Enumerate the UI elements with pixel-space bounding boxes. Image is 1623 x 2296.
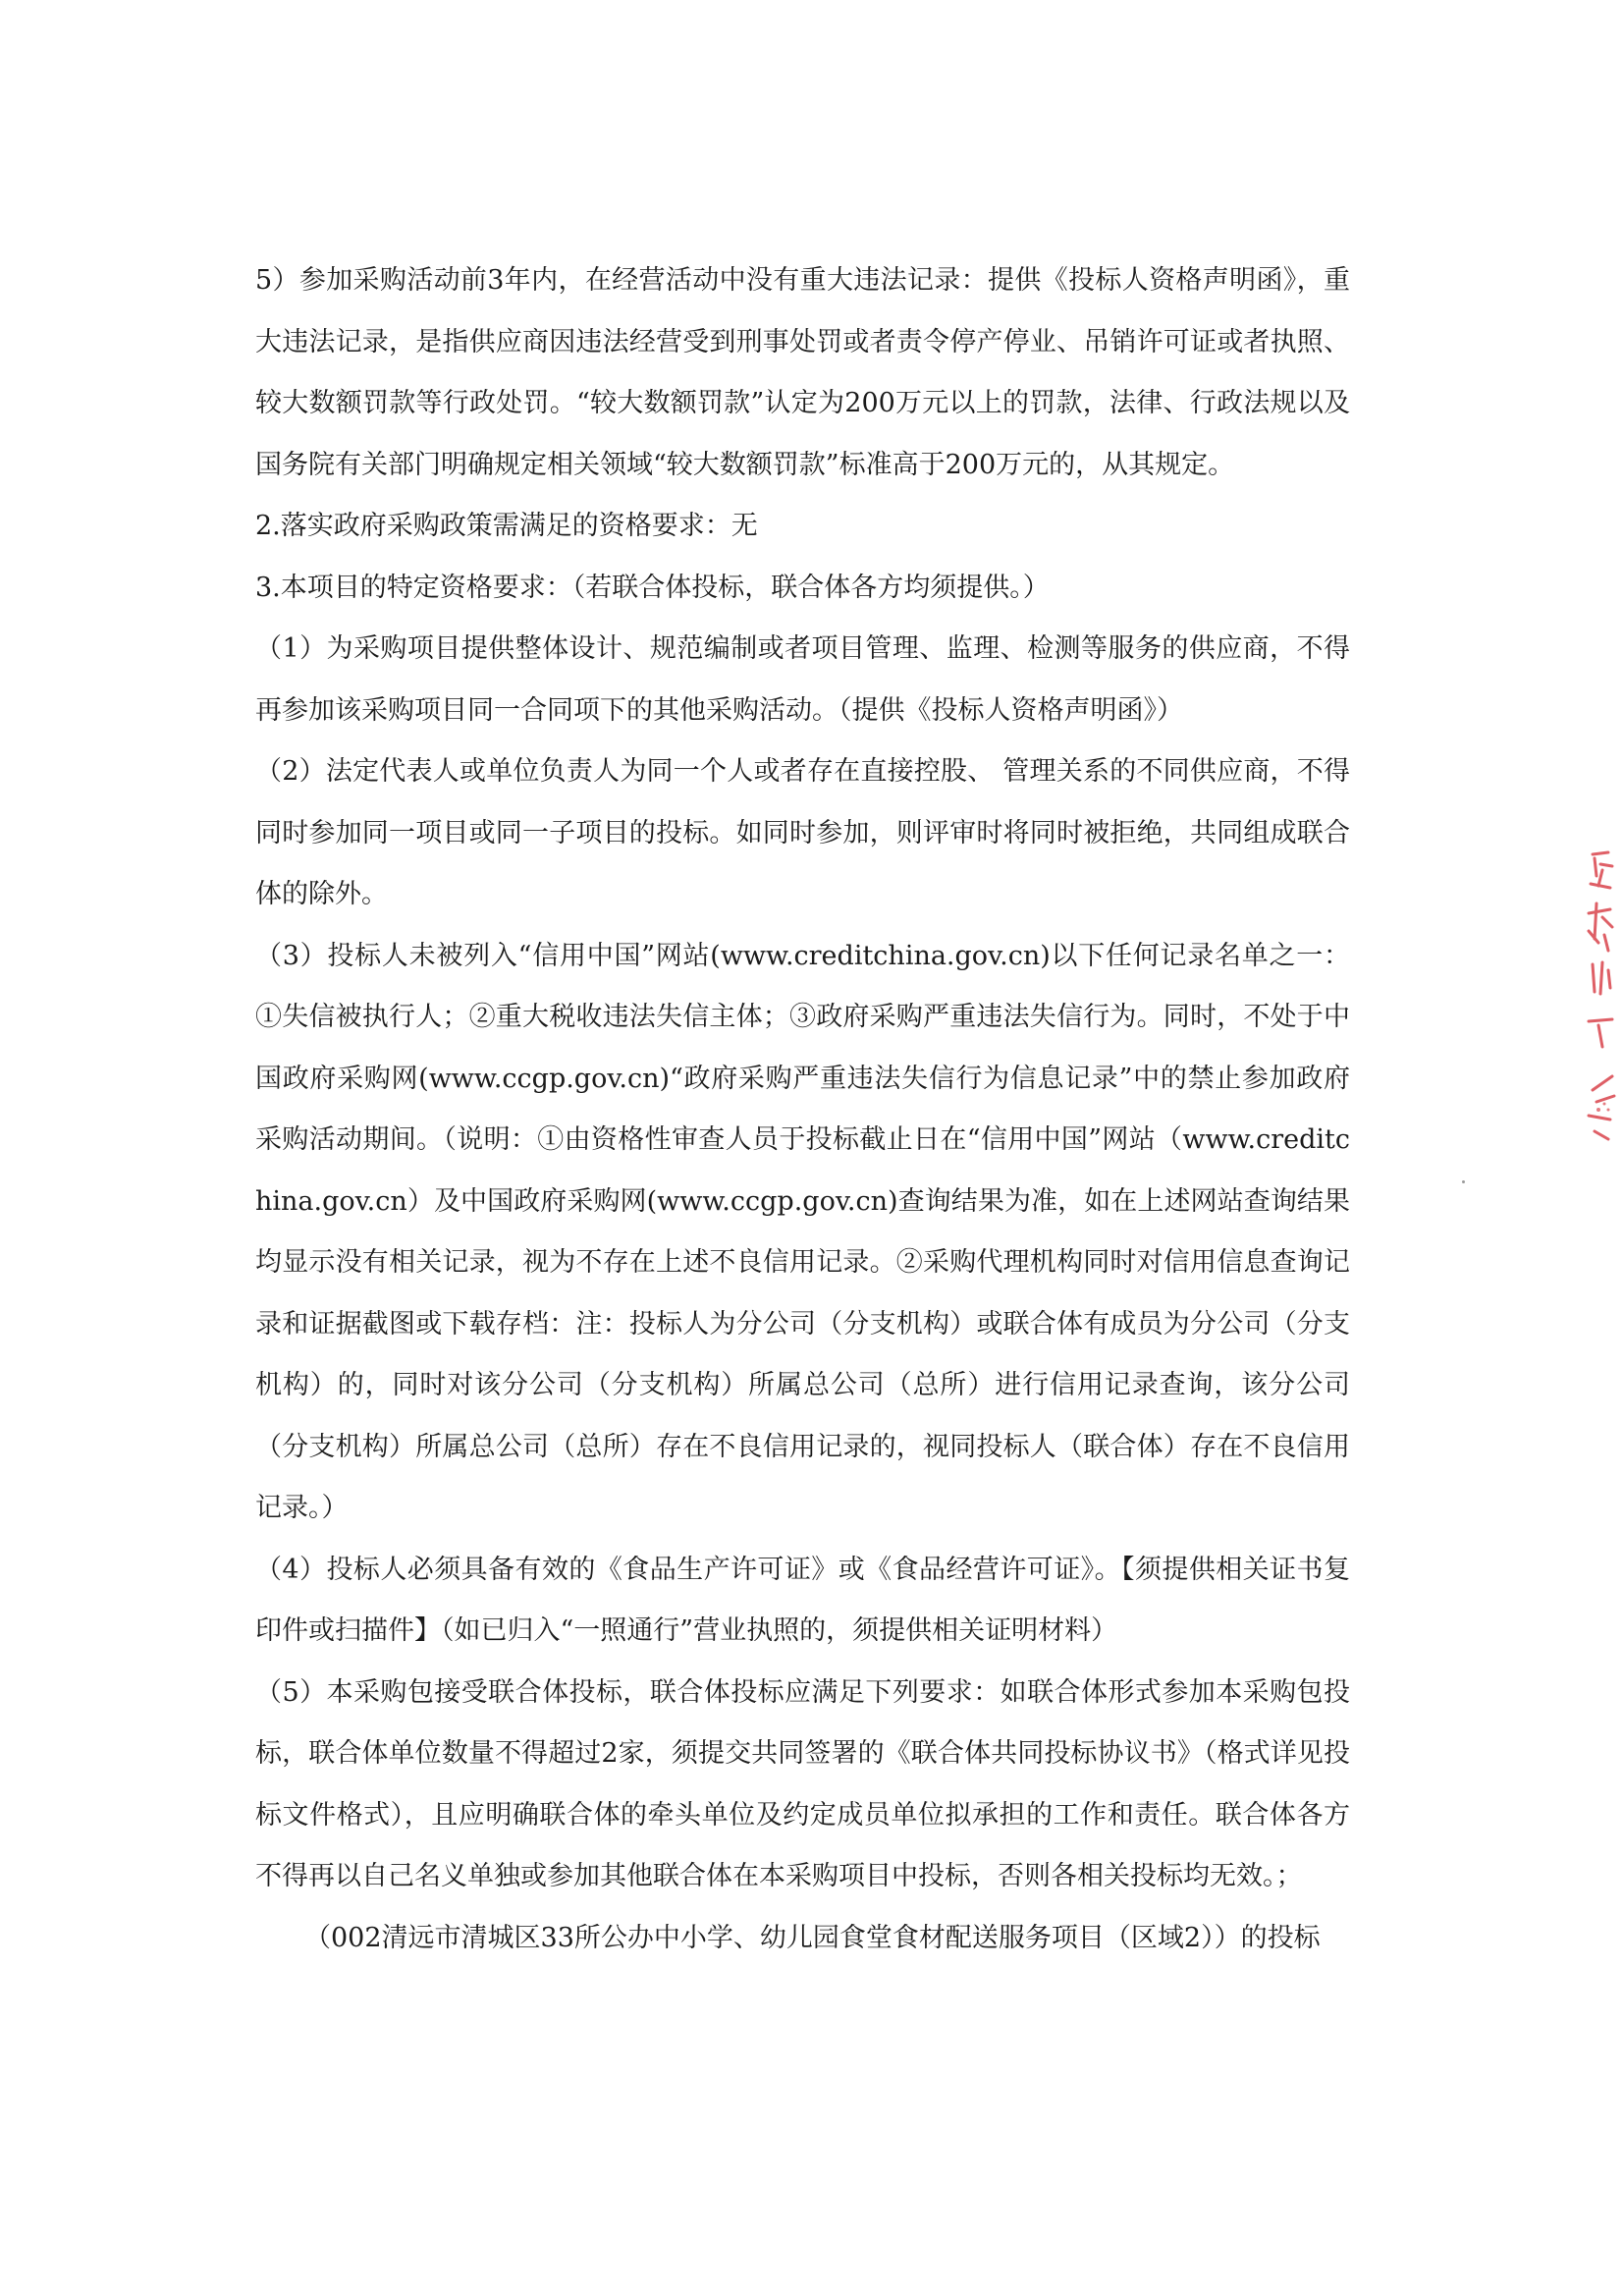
paragraph-req-1: （1）为采购项目提供整体设计、规范编制或者项目管理、监理、检测等服务的供应商，不得再参加该采购项目同一合同项下的其他采购活动。（提供《投标人资格声明函》）	[255, 633, 1350, 726]
stamp-seal-icon	[1559, 845, 1618, 1169]
scan-speck	[1462, 1180, 1465, 1183]
paragraph-req-4: （4）投标人必须具备有效的《食品生产许可证》或《食品经营许可证》。【须提供相关证书复印件或扫描件】（如已归入“一照通行”营业执照的，须提供相关证明材料）	[255, 1554, 1350, 1646]
document-body	[255, 250, 1350, 1969]
paragraph-lot-002: （002清远市清城区33所公办中小学、幼儿园食堂食材配送服务项目（区域2））的投标	[304, 1922, 1321, 1953]
paragraph-specific-requirement: 3.本项目的特定资格要求：（若联合体投标，联合体各方均须提供。）	[255, 572, 1050, 603]
paragraph-req-3: （3）投标人未被列入“信用中国”网站(www.creditchina.gov.cn)以下任何记录名单之一：①失信被执行人；②重大税收违法失信主体；③政府采购严重违法失信行为。同时，不处于中国政府采购网(www.ccgp.gov.cn)“政府采购严重违法失信行为信息记录”中的禁止参加政府采购活动期间。（说明：①由资格性审查人员于投标截止日在“信用中国”网站（www.creditchina.gov.cn）及中国政府采购网(www.ccgp.gov.cn)查询结果为准，如在上述网站查询结果均显示没有相关记录，视为不存在上述不良信用记录。②采购代理机构同时对信用信息查询记录和证据截图或下载存档：注：投标人为分公司（分支机构）或联合体有成员为分公司（分支机构）的，同时对该分公司（分支机构）所属总公司（总所）进行信用记录查询，该分公司（分支机构）所属总公司（总所）存在不良信用记录的，视同投标人（联合体）存在不良信用记录。）	[255, 940, 1350, 1523]
paragraph-req-5: （5）本采购包接受联合体投标，联合体投标应满足下列要求：如联合体形式参加本采购包投标，联合体单位数量不得超过2家，须提交共同签署的《联合体共同投标协议书》（格式详见投标文件格式），且应明确联合体的牵头单位及约定成员单位拟承担的工作和责任。联合体各方不得再以自己名义单独或参加其他联合体在本采购项目中投标，否则各相关投标均无效。；	[255, 1676, 1350, 1891]
paragraph-item5-major-violation: 5）参加采购活动前3年内，在经营活动中没有重大违法记录：提供《投标人资格声明函》，重大违法记录，是指供应商因违法经营受到刑事处罚或者责令停产停业、吊销许可证或者执照、较大数额罚款等行政处罚。“较大数额罚款”认定为200万元以上的罚款，法律、行政法规以及国务院有关部门明确规定相关领域“较大数额罚款”标准高于200万元的，从其规定。	[255, 265, 1350, 480]
paragraph-policy-requirement: 2.落实政府采购政策需满足的资格要求：无	[255, 511, 758, 541]
paragraph-req-2: （2）法定代表人或单位负责人为同一个人或者存在直接控股、 管理关系的不同供应商，不得同时参加同一项目或同一子项目的投标。如同时参加，则评审时将同时被拒绝，共同组成联合体的除外。	[255, 756, 1350, 909]
